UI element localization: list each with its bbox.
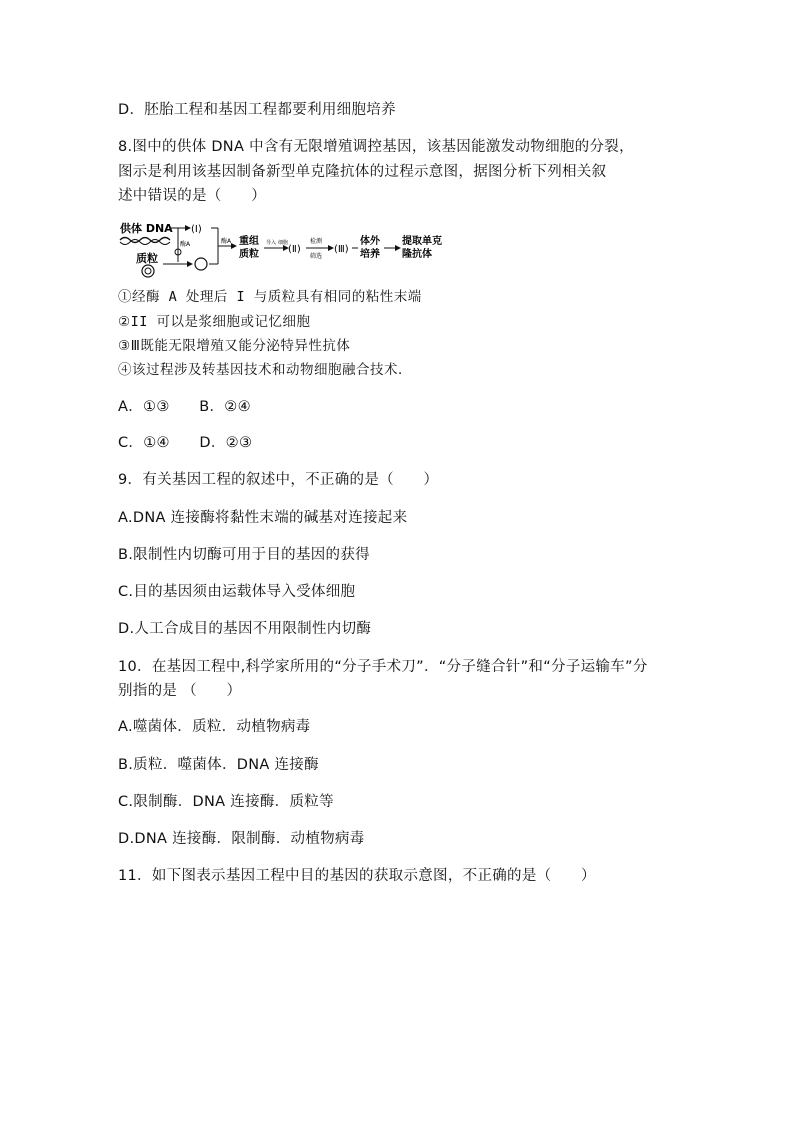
q8-statement-1: ①经酶 A 处理后 I 与质粒具有相同的粘性末端 [118,289,422,305]
culture-label-1: 体外 [360,236,380,247]
question-11-stem: 11．如下图表示基因工程中目的基因的获取示意图，不正确的是（ ） [118,868,596,884]
q9-option-b: B.限制性内切酶可用于目的基因的获得 [118,547,370,563]
q10-option-b: B.质粒．噬菌体．DNA 连接酶 [118,757,319,773]
question-10-line-1: 10．在基因工程中,科学家所用的“分子手术刀”．“分子缝合针”和“分子运输车”分 [118,659,648,675]
q9-option-a: A.DNA 连接酶将黏性末端的碱基对连接起来 [118,510,408,526]
enzyme-a-label-1: 酶A [180,241,191,248]
label-II: (Ⅱ) [288,244,301,255]
monoclonal-antibody-process-diagram [118,218,458,280]
import-label-2: 细胞 [278,240,289,246]
label-I: (Ⅰ) [191,224,202,235]
question-8-line-1: 8.图中的供体 DNA 中含有无限增殖调控基因，该基因能激发动物细胞的分裂， [118,139,634,155]
d-option-q7: D．胚胎工程和基因工程都要利用细胞培养 [118,102,396,118]
q8-statement-3: ③Ⅲ既能无限增殖又能分泌特异性抗体 [118,338,351,354]
q10-option-d: D.DNA 连接酶．限制酶．动植物病毒 [118,831,365,847]
q8-statement-4: ④该过程涉及转基因技术和动物细胞融合技术． [118,362,412,378]
q8-options-ab: A．①③ B．②④ [118,399,251,415]
extract-label-2: 隆抗体 [402,249,432,260]
cut-plasmid-icon [195,258,207,270]
dna-wave [120,238,170,243]
q9-option-d: D.人工合成目的基因不用限制性内切酶 [118,621,372,637]
recombinant-label-1: 重组 [239,236,259,247]
label-III: (Ⅲ) [334,244,349,255]
plasmid-icon-inner [145,268,151,274]
import-label-1: 导入 [266,240,277,246]
question-8-line-3: 述中错误的是（ ） [118,188,266,204]
extract-label-1: 提取单克 [402,236,442,247]
culture-label-2: 培养 [360,249,380,260]
recombinant-label-2: 质粒 [239,249,259,260]
plasmid-label: 质粒 [136,252,158,265]
question-8-line-2: 图示是利用该基因制备新型单克隆抗体的过程示意图，据图分析下列相关叙 [118,164,607,180]
q10-option-a: A.噬菌体．质粒．动植物病毒 [118,719,311,735]
question-10-line-2: 别指的是 （ ） [118,683,242,699]
question-9-stem: 9．有关基因工程的叙述中，不正确的是（ ） [118,472,439,488]
screen-label-1: 检测 [310,238,323,245]
screen-label-2: 筛选 [310,253,323,260]
enzyme-a-label-2: 酶A [221,238,232,245]
q8-statement-2: ②II 可以是浆细胞或记忆细胞 [118,314,311,330]
donor-dna-label: 供体 DNA [120,222,173,235]
q8-options-cd: C．①④ D．②③ [118,435,253,451]
plasmid-icon-outer [142,265,154,277]
q10-option-c: C.限制酶．DNA 连接酶．质粒等 [118,794,334,810]
q9-option-c: C.目的基因须由运载体导入受体细胞 [118,584,356,600]
